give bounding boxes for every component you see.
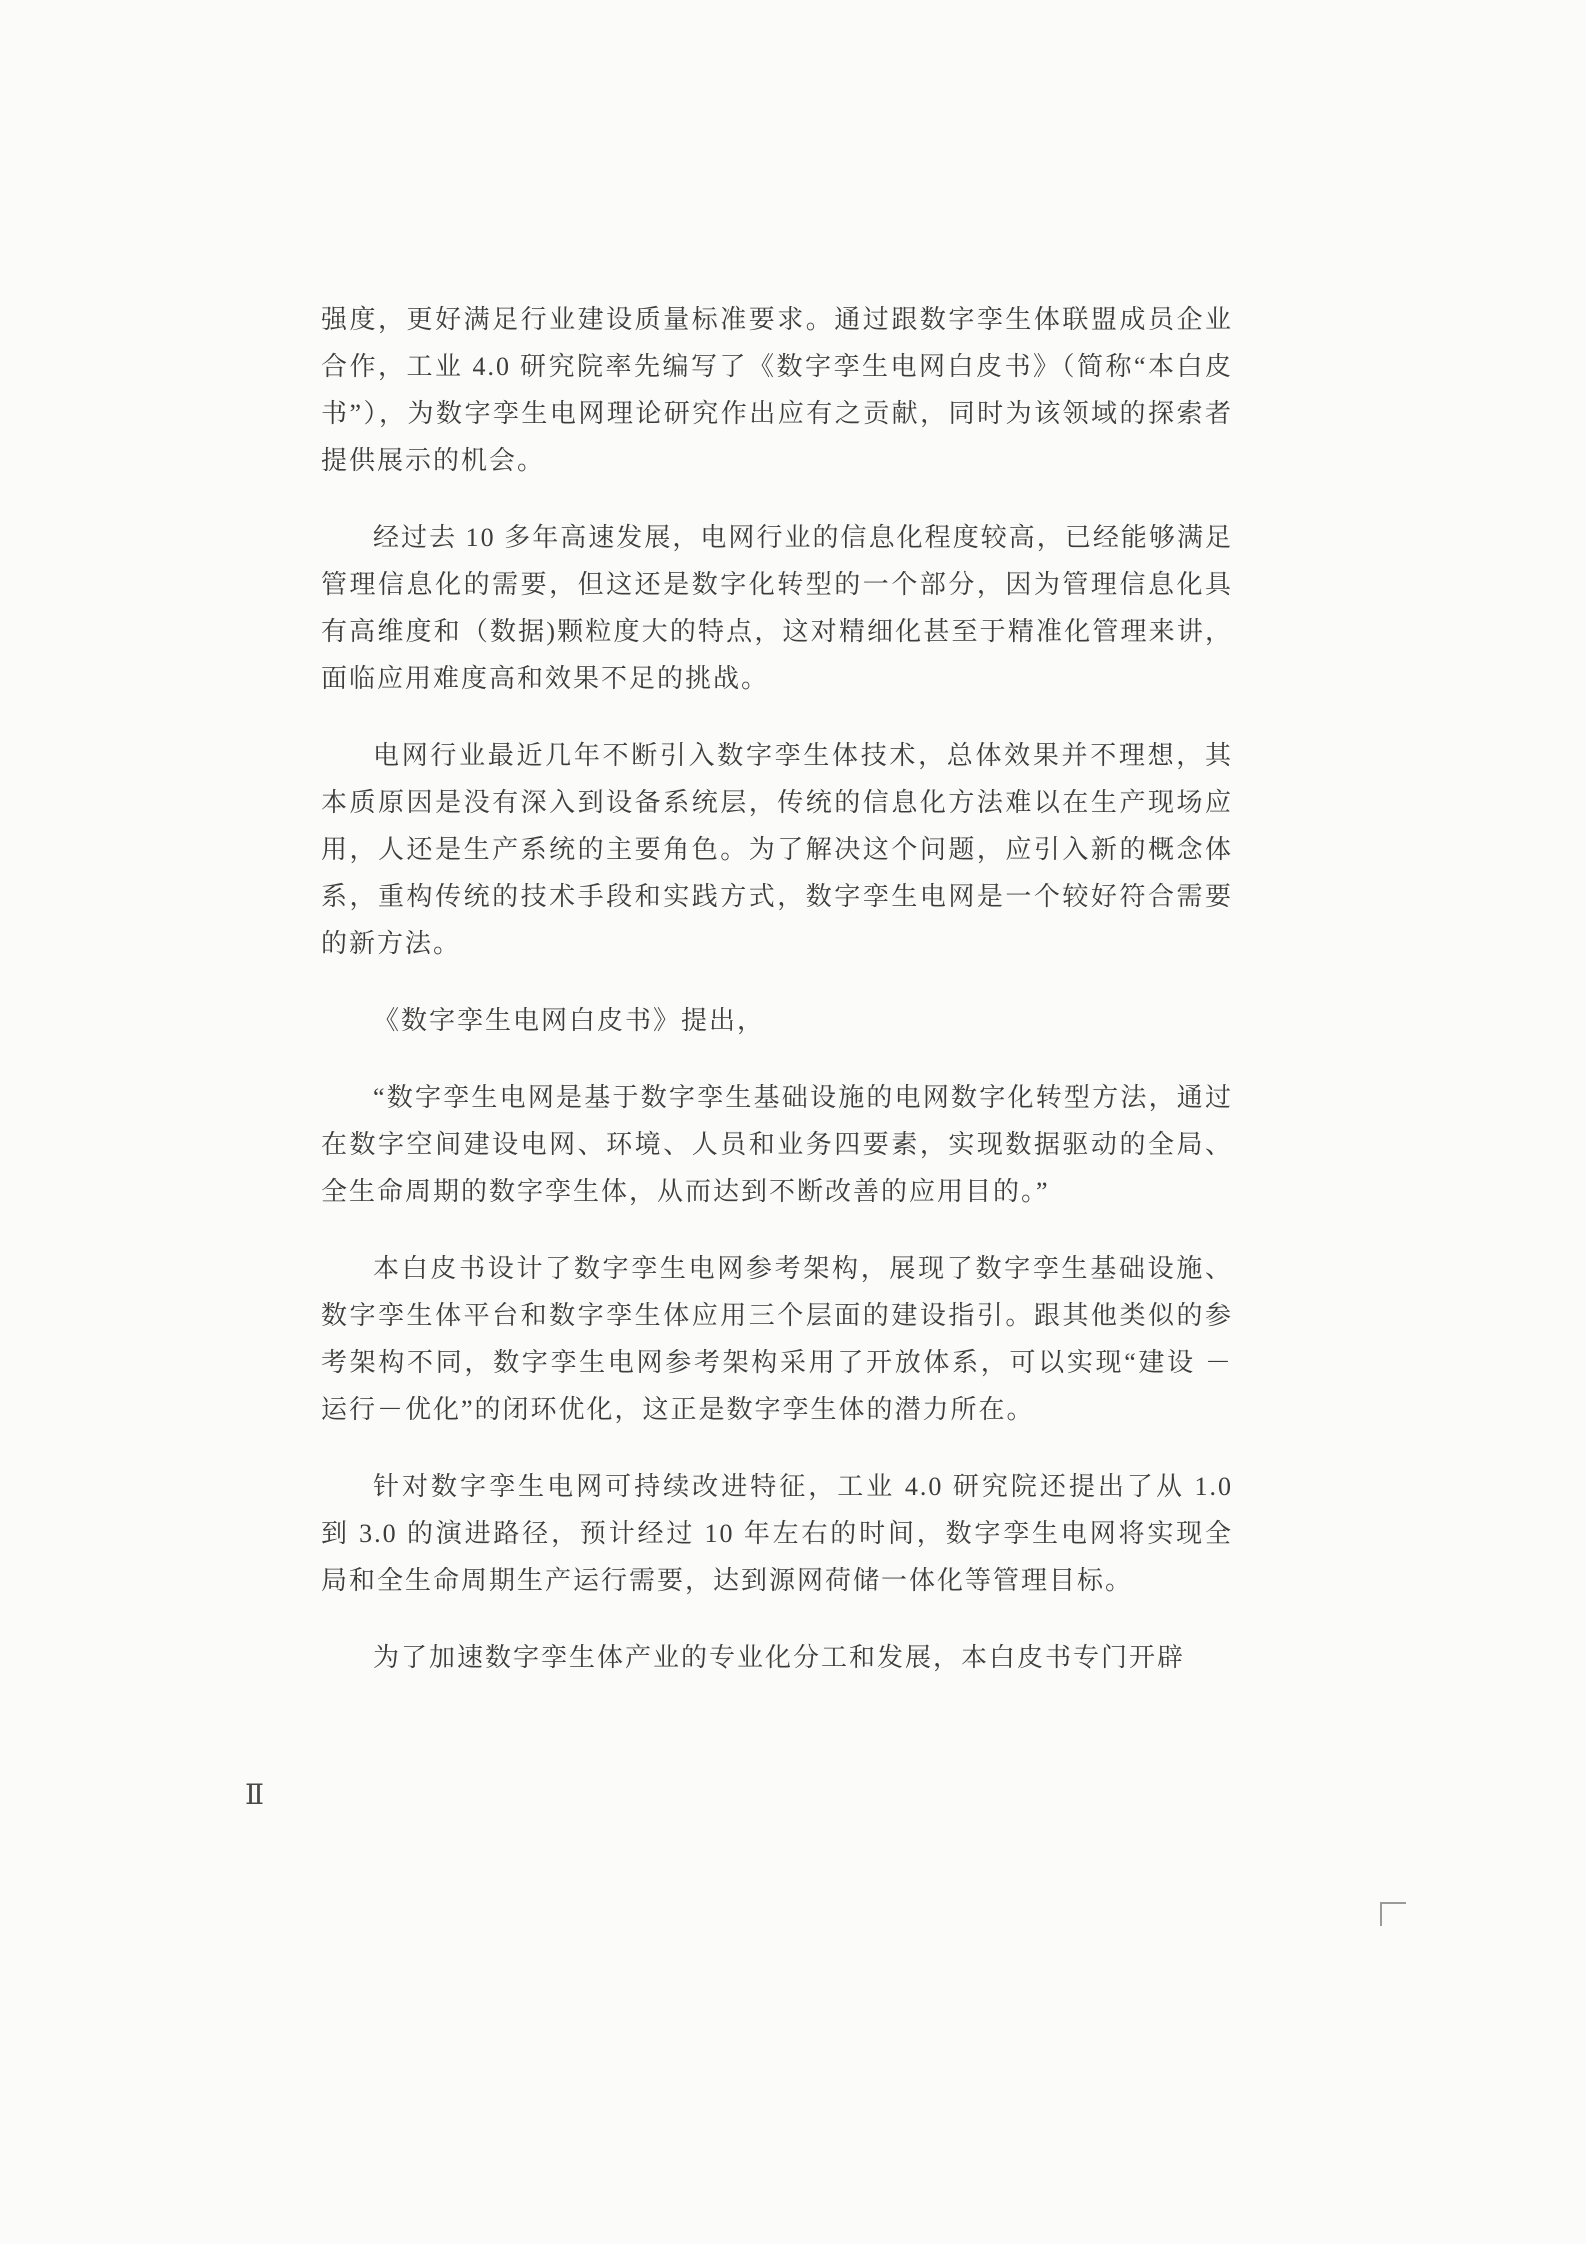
paragraph-lead-in: 《数字孪生电网白皮书》提出， xyxy=(373,1006,766,1035)
text-block xyxy=(321,296,1233,1711)
paragraph-quote: “数字孪生电网是基于数字孪生基础设施的电网数字化转型方法，通过在数字空间建设电网、环境、人员和业务四要素，实现数据驱动的全局、全生命周期的数字孪生体，从而达到不断改善的应用目的。” xyxy=(321,1083,1233,1206)
paragraph-continuation: 强度，更好满足行业建设质量标准要求。通过跟数字孪生体联盟成员企业合作，工业 4.0 研究院率先编写了《数字孪生电网白皮书》（简称“本白皮书”），为数字孪生电网理论研究作出应有之贡献，同时为该领域的探索者提供展示的机会。 xyxy=(321,305,1233,475)
page-number: Ⅱ xyxy=(245,1780,265,1811)
paragraph: 电网行业最近几年不断引入数字孪生体技术，总体效果并不理想，其本质原因是没有深入到设备系统层，传统的信息化方法难以在生产现场应用，人还是生产系统的主要角色。为了解决这个问题，应引入新的概念体系，重构传统的技术手段和实践方式，数字孪生电网是一个较好符合需要的新方法。 xyxy=(321,741,1233,958)
paragraph: 本白皮书设计了数字孪生电网参考架构，展现了数字孪生基础设施、数字孪生体平台和数字孪生体应用三个层面的建设指引。跟其他类似的参考架构不同，数字孪生电网参考架构采用了开放体系，可以实现“建设 － 运行－优化”的闭环优化，这正是数字孪生体的潜力所在。 xyxy=(321,1254,1233,1424)
corner-crop-mark-icon xyxy=(1380,1902,1406,1926)
paragraph: 为了加速数字孪生体产业的专业化分工和发展，本白皮书专门开辟 xyxy=(373,1643,1186,1672)
paragraph: 针对数字孪生电网可持续改进特征，工业 4.0 研究院还提出了从 1.0 到 3.0 的演进路径，预计经过 10 年左右的时间，数字孪生电网将实现全局和全生命周期生产运行需要，达到源网荷储一体化等管理目标。 xyxy=(321,1472,1233,1595)
paragraph: 经过去 10 多年高速发展，电网行业的信息化程度较高，已经能够满足管理信息化的需要，但这还是数字化转型的一个部分，因为管理信息化具有高维度和（数据)颗粒度大的特点，这对精细化甚至于精准化管理来讲， 面临应用难度高和效果不足的挑战。 xyxy=(321,523,1233,693)
